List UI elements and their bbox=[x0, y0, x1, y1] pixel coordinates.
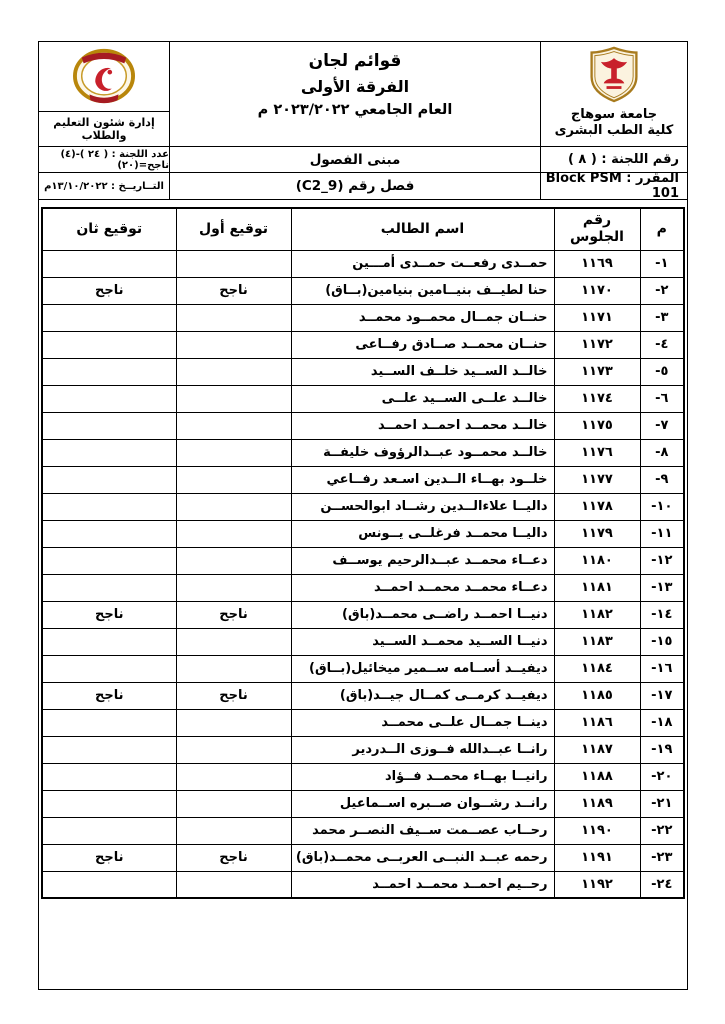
row-number-cell: ١٢- bbox=[640, 547, 684, 574]
first-signature-cell bbox=[176, 736, 291, 763]
row-number-cell: ١٤- bbox=[640, 601, 684, 628]
administration-crest-icon bbox=[70, 45, 138, 107]
row-number-cell: ١١- bbox=[640, 520, 684, 547]
student-name-cell: دنيــا الســيد محمــد الســيد bbox=[291, 628, 554, 655]
student-name-cell: داليــا علاءالــدين رشــاد ابوالحســن bbox=[291, 493, 554, 520]
row-number-cell: ١٩- bbox=[640, 736, 684, 763]
second-signature-cell bbox=[42, 520, 176, 547]
first-signature-cell bbox=[176, 466, 291, 493]
second-signature-cell bbox=[42, 547, 176, 574]
seat-header-line2: الجلوس bbox=[570, 229, 624, 246]
committee-number: رقم اللجنة : ( ٨ ) bbox=[540, 147, 687, 173]
student-name-cell: دعــاء محمــد عبــدالرحيم يوســف bbox=[291, 547, 554, 574]
first-signature-cell bbox=[176, 250, 291, 277]
second-signature-cell bbox=[42, 439, 176, 466]
row-number-cell: ٢٣- bbox=[640, 844, 684, 871]
student-row bbox=[42, 682, 684, 709]
seat-number-cell: ١١٨٠ bbox=[554, 547, 640, 574]
second-signature-cell: ناجح bbox=[42, 844, 176, 871]
first-signature-cell: ناجح bbox=[176, 844, 291, 871]
student-name-cell: رانيــا بهــاء محمــد فــؤاد bbox=[291, 763, 554, 790]
row-number-cell: ٣- bbox=[640, 304, 684, 331]
second-signature-cell bbox=[42, 628, 176, 655]
second-signature-cell bbox=[42, 871, 176, 898]
seat-number-cell: ١١٧٠ bbox=[554, 277, 640, 304]
row-number-cell: ٦- bbox=[640, 385, 684, 412]
first-signature-cell bbox=[176, 547, 291, 574]
seat-number-cell: ١١٧٤ bbox=[554, 385, 640, 412]
seat-number-cell: ١١٩٠ bbox=[554, 817, 640, 844]
first-signature-cell bbox=[176, 439, 291, 466]
row-number-cell: ١٦- bbox=[640, 655, 684, 682]
student-row bbox=[42, 736, 684, 763]
room-number: فصل رقم (C2_9) bbox=[169, 173, 540, 199]
first-signature-cell bbox=[176, 817, 291, 844]
row-number-cell: ٢٤- bbox=[640, 871, 684, 898]
building-name: مبنى الفصول bbox=[169, 147, 540, 173]
student-row bbox=[42, 628, 684, 655]
first-signature-cell: ناجح bbox=[176, 601, 291, 628]
seat-number-cell: ١١٨١ bbox=[554, 574, 640, 601]
university-name: جامعة سوهاج bbox=[570, 107, 658, 122]
row-number-cell: ٥- bbox=[640, 358, 684, 385]
student-name-cell: حمــدى رفعــت حمــدى أمـــين bbox=[291, 250, 554, 277]
seat-number-cell: ١١٩١ bbox=[554, 844, 640, 871]
second-signature-cell bbox=[42, 331, 176, 358]
row-number-cell: ٢١- bbox=[640, 790, 684, 817]
column-header-second-signature: توقيع ثان bbox=[42, 208, 176, 250]
first-signature-cell bbox=[176, 628, 291, 655]
student-row bbox=[42, 520, 684, 547]
first-signature-cell: ناجح bbox=[176, 682, 291, 709]
student-name-cell: رحمه عبــد النبــى العربــى محمــد(باق) bbox=[291, 844, 554, 871]
student-row bbox=[42, 547, 684, 574]
exam-date: التــاريــخ : ١٣/١٠/٢٠٢٢م bbox=[44, 180, 164, 192]
title-cell bbox=[169, 42, 540, 146]
second-signature-cell: ناجح bbox=[42, 601, 176, 628]
row-number-cell: ١٥- bbox=[640, 628, 684, 655]
student-row bbox=[42, 844, 684, 871]
student-table-body bbox=[42, 250, 684, 898]
student-name-cell: خالــد محمــد احمــد احمــد bbox=[291, 412, 554, 439]
first-signature-cell bbox=[176, 790, 291, 817]
first-signature-cell bbox=[176, 304, 291, 331]
student-row bbox=[42, 250, 684, 277]
student-name-cell: داليــا محمــد فرغلــى يــونس bbox=[291, 520, 554, 547]
row-number-cell: ٧- bbox=[640, 412, 684, 439]
seat-number-cell: ١١٨٦ bbox=[554, 709, 640, 736]
student-row bbox=[42, 655, 684, 682]
course-name: المقرر : Block PSM 101 bbox=[540, 173, 687, 199]
row-number-cell: ٢٠- bbox=[640, 763, 684, 790]
column-header-number: م bbox=[640, 208, 684, 250]
column-header-student-name: اسم الطالب bbox=[291, 208, 554, 250]
student-name-cell: حنــان جمــال محمــود محمــد bbox=[291, 304, 554, 331]
seat-number-cell: ١١٧١ bbox=[554, 304, 640, 331]
student-name-cell: خالــد علــى الســيد علــى bbox=[291, 385, 554, 412]
seat-number-cell: ١١٨٧ bbox=[554, 736, 640, 763]
column-header-seat bbox=[554, 208, 640, 250]
seat-number-cell: ١١٩٢ bbox=[554, 871, 640, 898]
first-signature-cell bbox=[176, 871, 291, 898]
first-signature-cell bbox=[176, 331, 291, 358]
student-name-cell: دعــاء محمــد محمــد احمــد bbox=[291, 574, 554, 601]
student-name-cell: دنيــا احمــد راضــى محمــد(باق) bbox=[291, 601, 554, 628]
second-signature-cell bbox=[42, 574, 176, 601]
seat-number-cell: ١١٧٩ bbox=[554, 520, 640, 547]
committee-count: عدد اللجنة : ( ٢٤ )-(٤) ناجح=(٢٠) bbox=[39, 147, 169, 173]
row-number-cell: ١- bbox=[640, 250, 684, 277]
first-signature-cell bbox=[176, 493, 291, 520]
student-row bbox=[42, 817, 684, 844]
faculty-name: كلية الطب البشرى bbox=[554, 123, 674, 139]
student-row bbox=[42, 709, 684, 736]
seat-number-cell: ١١٧٥ bbox=[554, 412, 640, 439]
row-number-cell: ٨- bbox=[640, 439, 684, 466]
row-number-cell: ٩- bbox=[640, 466, 684, 493]
second-signature-cell bbox=[42, 817, 176, 844]
second-signature-cell bbox=[42, 736, 176, 763]
student-name-cell: دينــا جمــال علــى محمــد bbox=[291, 709, 554, 736]
student-row bbox=[42, 331, 684, 358]
second-signature-cell bbox=[42, 304, 176, 331]
row-number-cell: ٢٢- bbox=[640, 817, 684, 844]
first-signature-cell bbox=[176, 763, 291, 790]
academic-year: العام الجامعي ٢٠٢٣/٢٠٢٢ م bbox=[257, 102, 453, 118]
first-signature-cell bbox=[176, 520, 291, 547]
university-header-cell bbox=[540, 42, 687, 146]
administration-header-cell bbox=[39, 42, 169, 146]
row-number-cell: ٤- bbox=[640, 331, 684, 358]
student-name-cell: رحــيم احمــد محمــد احمــد bbox=[291, 871, 554, 898]
student-table bbox=[41, 207, 685, 899]
seat-number-cell: ١١٦٩ bbox=[554, 250, 640, 277]
first-signature-cell bbox=[176, 709, 291, 736]
seat-number-cell: ١١٧٣ bbox=[554, 358, 640, 385]
seat-number-cell: ١١٨٤ bbox=[554, 655, 640, 682]
student-row bbox=[42, 790, 684, 817]
page-frame bbox=[38, 41, 688, 990]
student-row bbox=[42, 871, 684, 898]
second-signature-cell bbox=[42, 385, 176, 412]
second-signature-cell bbox=[42, 358, 176, 385]
student-name-cell: رحــاب عصــمت ســيف النصــر محمد bbox=[291, 817, 554, 844]
second-signature-cell bbox=[42, 790, 176, 817]
student-name-cell: حنــان محمــد صــادق رفــاعى bbox=[291, 331, 554, 358]
document-header bbox=[39, 42, 687, 147]
student-name-cell: ديفيــد كرمــى كمــال جيــد(باق) bbox=[291, 682, 554, 709]
seat-number-cell: ١١٧٨ bbox=[554, 493, 640, 520]
document-title: قوائم لجان bbox=[308, 51, 402, 71]
row-number-cell: ١٠- bbox=[640, 493, 684, 520]
second-signature-cell bbox=[42, 655, 176, 682]
student-row bbox=[42, 601, 684, 628]
second-signature-cell bbox=[42, 412, 176, 439]
student-name-cell: خلــود بهــاء الــدين اسـعد رفــاعي bbox=[291, 466, 554, 493]
student-name-cell: حنا لطيــف بنيــامين بنيامين(بــاق) bbox=[291, 277, 554, 304]
first-signature-cell: ناجح bbox=[176, 277, 291, 304]
student-table-header-row bbox=[42, 208, 684, 250]
row-number-cell: ٢- bbox=[640, 277, 684, 304]
first-signature-cell bbox=[176, 385, 291, 412]
student-table-head bbox=[42, 208, 684, 250]
student-name-cell: رانــد رشــوان صــبره اســماعيل bbox=[291, 790, 554, 817]
first-signature-cell bbox=[176, 412, 291, 439]
seat-header-line1: رقم bbox=[582, 212, 612, 229]
student-row bbox=[42, 304, 684, 331]
student-row bbox=[42, 358, 684, 385]
student-name-cell: خالــد محمــود عبــدالرؤوف خليفــة bbox=[291, 439, 554, 466]
student-name-cell: رانــا عبــدالله فــوزى الــدردير bbox=[291, 736, 554, 763]
seat-number-cell: ١١٨٢ bbox=[554, 601, 640, 628]
student-row bbox=[42, 763, 684, 790]
university-crest-icon bbox=[586, 45, 642, 103]
second-signature-cell bbox=[42, 250, 176, 277]
administration-name: إدارة شئون التعليم والطلاب bbox=[39, 111, 169, 146]
second-signature-cell bbox=[42, 493, 176, 520]
second-signature-cell: ناجح bbox=[42, 682, 176, 709]
row-number-cell: ١٧- bbox=[640, 682, 684, 709]
column-header-first-signature: توقيع أول bbox=[176, 208, 291, 250]
first-signature-cell bbox=[176, 574, 291, 601]
second-signature-cell bbox=[42, 709, 176, 736]
student-row bbox=[42, 574, 684, 601]
row-number-cell: ١٣- bbox=[640, 574, 684, 601]
administration-logo-wrap bbox=[39, 42, 169, 110]
student-name-cell: ديفيــد أســامه ســمير ميخائيل(بــاق) bbox=[291, 655, 554, 682]
row-number-cell: ١٨- bbox=[640, 709, 684, 736]
first-signature-cell bbox=[176, 358, 291, 385]
seat-number-cell: ١١٧٧ bbox=[554, 466, 640, 493]
seat-number-cell: ١١٧٢ bbox=[554, 331, 640, 358]
student-row bbox=[42, 412, 684, 439]
seat-number-cell: ١١٧٦ bbox=[554, 439, 640, 466]
grade-subtitle: الفرقة الأولى bbox=[300, 77, 410, 96]
student-name-cell: خالــد الســيد خلــف الســيد bbox=[291, 358, 554, 385]
second-signature-cell bbox=[42, 763, 176, 790]
student-row bbox=[42, 277, 684, 304]
second-signature-cell: ناجح bbox=[42, 277, 176, 304]
committee-info bbox=[39, 147, 687, 200]
seat-number-cell: ١١٨٨ bbox=[554, 763, 640, 790]
seat-number-cell: ١١٨٣ bbox=[554, 628, 640, 655]
student-row bbox=[42, 439, 684, 466]
student-row bbox=[42, 466, 684, 493]
first-signature-cell bbox=[176, 655, 291, 682]
seat-number-cell: ١١٨٥ bbox=[554, 682, 640, 709]
student-row bbox=[42, 385, 684, 412]
second-signature-cell bbox=[42, 466, 176, 493]
seat-number-cell: ١١٨٩ bbox=[554, 790, 640, 817]
student-row bbox=[42, 493, 684, 520]
